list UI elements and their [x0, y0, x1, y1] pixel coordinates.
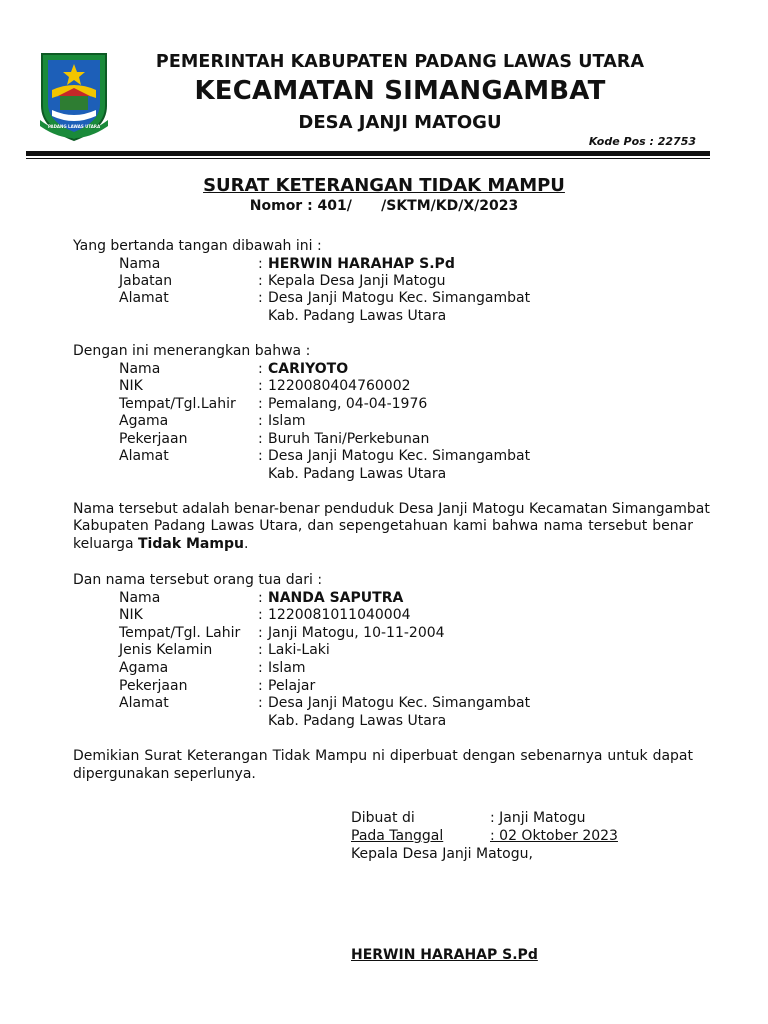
subject-row-nama: Nama : CARIYOTO [119, 361, 349, 377]
child-row-agama: Agama : Islam [119, 660, 306, 676]
child-row-nama: Nama : NANDA SAPUTRA [119, 590, 404, 606]
closing-line-1: Demikian Surat Keterangan Tidak Mampu ni diperbuat dengan sebenarnya untuk dapat [73, 748, 693, 764]
subject-row-alamat: Alamat : Desa Janji Matogu Kec. Simangambat [119, 448, 531, 464]
header-village: DESA JANJI MATOGU [298, 112, 502, 133]
header-rule-thick [26, 151, 710, 156]
orangtua-text: Dan nama tersebut orang tua dari : [73, 572, 323, 588]
child-alamat-cont: Kab. Padang Lawas Utara [268, 713, 447, 729]
child-row-pekerjaan: Pekerjaan : Pelajar [119, 678, 316, 694]
child-row-jenis-kelamin: Jenis Kelamin : Laki-Laki [119, 642, 330, 658]
letter-title: SURAT KETERANGAN TIDAK MAMPU [203, 175, 565, 196]
postal-code: Kode Pos : 22753 [588, 135, 696, 148]
letter-number: Nomor : 401/ /SKTM/KD/X/2023 [249, 198, 519, 214]
tidak-mampu-text: Tidak Mampu [138, 536, 244, 552]
subject-alamat-cont: Kab. Padang Lawas Utara [268, 466, 447, 482]
subject-row-nik: NIK : 1220080404760002 [119, 378, 411, 394]
emblem-ribbon-text: PADANG LAWAS UTARA [47, 124, 101, 129]
tanggal-value: : 02 Oktober 2023 [490, 828, 618, 844]
statement-line-1: Nama tersebut adalah benar-benar penduduk Desa Janji Matogu Kecamatan Simangambat [73, 501, 710, 517]
subject-row-agama: Agama : Islam [119, 413, 306, 429]
signer-row-jabatan: Jabatan : Kepala Desa Janji Matogu [119, 273, 446, 289]
signer-row-nama: Nama : HERWIN HARAHAP S.Pd [119, 256, 455, 272]
intro-text: Yang bertanda tangan dibawah ini : [73, 238, 322, 254]
signer-alamat-cont: Kab. Padang Lawas Utara [268, 308, 447, 324]
child-row-ttl: Tempat/Tgl. Lahir : Janji Matogu, 10-11-2004 [119, 625, 445, 641]
menerangkan-text: Dengan ini menerangkan bahwa : [73, 343, 311, 359]
closing-line-2: dipergunakan seperlunya. [73, 766, 256, 782]
header-government: PEMERINTAH KABUPATEN PADANG LAWAS UTARA [155, 52, 645, 72]
signer-row-alamat: Alamat : Desa Janji Matogu Kec. Simangambat [119, 290, 531, 306]
statement-line-3: keluarga Tidak Mampu. [73, 536, 249, 552]
subject-row-ttl: Tempat/Tgl.Lahir : Pemalang, 04-04-1976 [119, 396, 428, 412]
child-row-alamat: Alamat : Desa Janji Matogu Kec. Simangambat [119, 695, 531, 711]
signer-position: Kepala Desa Janji Matogu, [351, 846, 533, 862]
regency-emblem-icon [36, 50, 112, 142]
signer-name: HERWIN HARAHAP S.Pd [351, 947, 538, 963]
dibuat-label: Dibuat di [351, 810, 415, 826]
statement-line-2: Kabupaten Padang Lawas Utara, dan sepengetahuan kami bahwa nama tersebut benar [73, 518, 693, 534]
subject-row-pekerjaan: Pekerjaan : Buruh Tani/Perkebunan [119, 431, 430, 447]
header-rule-thin [26, 158, 710, 159]
child-row-nik: NIK : 1220081011040004 [119, 607, 411, 623]
dibuat-value: : Janji Matogu [490, 810, 586, 826]
tanggal-label: Pada Tanggal [351, 828, 444, 844]
header-district: KECAMATAN SIMANGAMBAT [194, 76, 606, 106]
